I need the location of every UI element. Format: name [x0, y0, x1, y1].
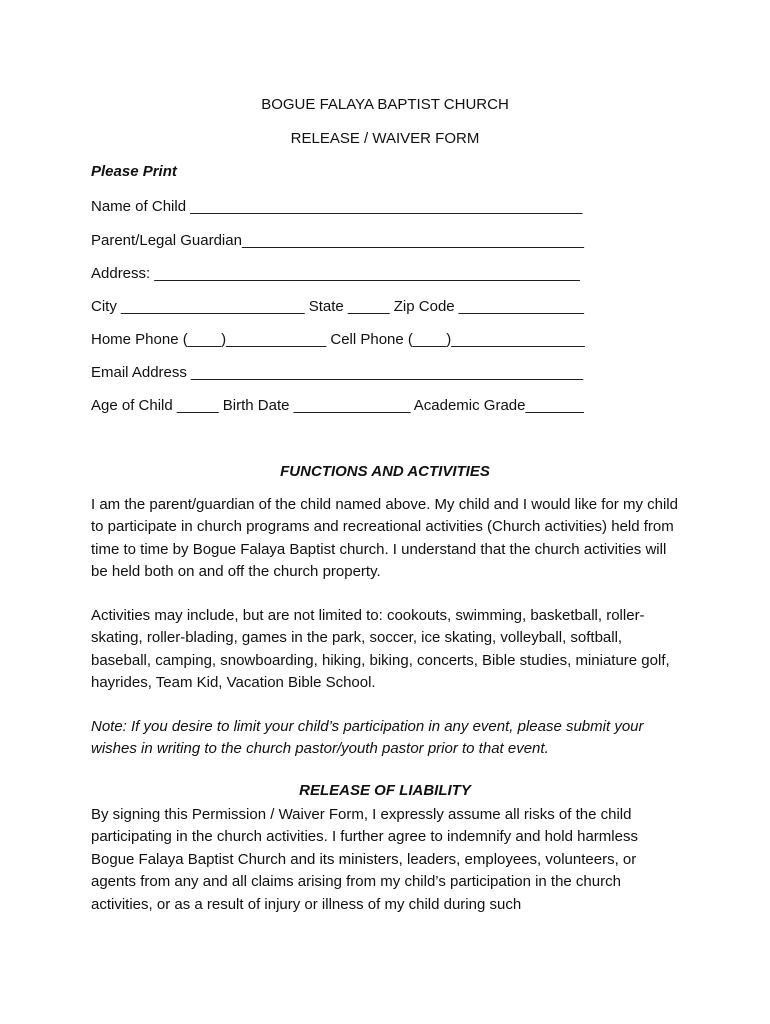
- form-title: RELEASE / WAIVER FORM: [290, 130, 480, 147]
- church-name: BOGUE FALAYA BAPTIST CHURCH: [261, 96, 509, 113]
- field-address: Address: ___________________________________________________: [91, 265, 580, 282]
- please-print-label: Please Print: [91, 163, 177, 180]
- note-paragraph: Note: If you desire to limit your child’s participation in any event, please submit your wishes in writing to the church pastor/youth pastor prior to that event.: [91, 718, 644, 758]
- field-age-birth-grade: Age of Child _____ Birth Date ______________ Academic Grade_______: [91, 397, 584, 414]
- field-email: Email Address _______________________________________________: [91, 364, 584, 381]
- field-city-state-zip: City ______________________ State _____ Zip Code _______________: [91, 298, 584, 315]
- functions-paragraph-2: Activities may include, but are not limited to: cookouts, swimming, basketball, roller-skating, roller-blading, games in the park, soccer, ice skating, volleyball, softball, baseball, camping, snowboarding, hiking, biking, concerts, Bible studies, miniature golf, hayrides, Team Kid, Vacation Bible School.: [91, 607, 670, 692]
- functions-heading: FUNCTIONS AND ACTIVITIES: [280, 463, 490, 480]
- release-paragraph: By signing this Permission / Waiver Form, I expressly assume all risks of the child participating in the church activities. I further agree to indemnify and hold harmless Bogue Falaya Baptist Church and its ministers, leaders, employees, volunteers, or agents from any and all claims arising from my child’s participation in the church activities, or as a result of injury or illness of my child during such: [91, 806, 638, 913]
- functions-paragraph-1: I am the parent/guardian of the child named above. My child and I would like for my child to participate in church programs and recreational activities (Church activities) held from time to time by Bogue Falaya Baptist church. I understand that the church activities will be held both on and off the church property.: [91, 496, 678, 581]
- field-parent-guardian: Parent/Legal Guardian_________________________________________: [91, 232, 584, 249]
- field-name-of-child: Name of Child _______________________________________________: [91, 198, 583, 215]
- field-phones: Home Phone (____)____________ Cell Phone (____)________________: [91, 331, 585, 348]
- release-heading: RELEASE OF LIABILITY: [299, 782, 471, 799]
